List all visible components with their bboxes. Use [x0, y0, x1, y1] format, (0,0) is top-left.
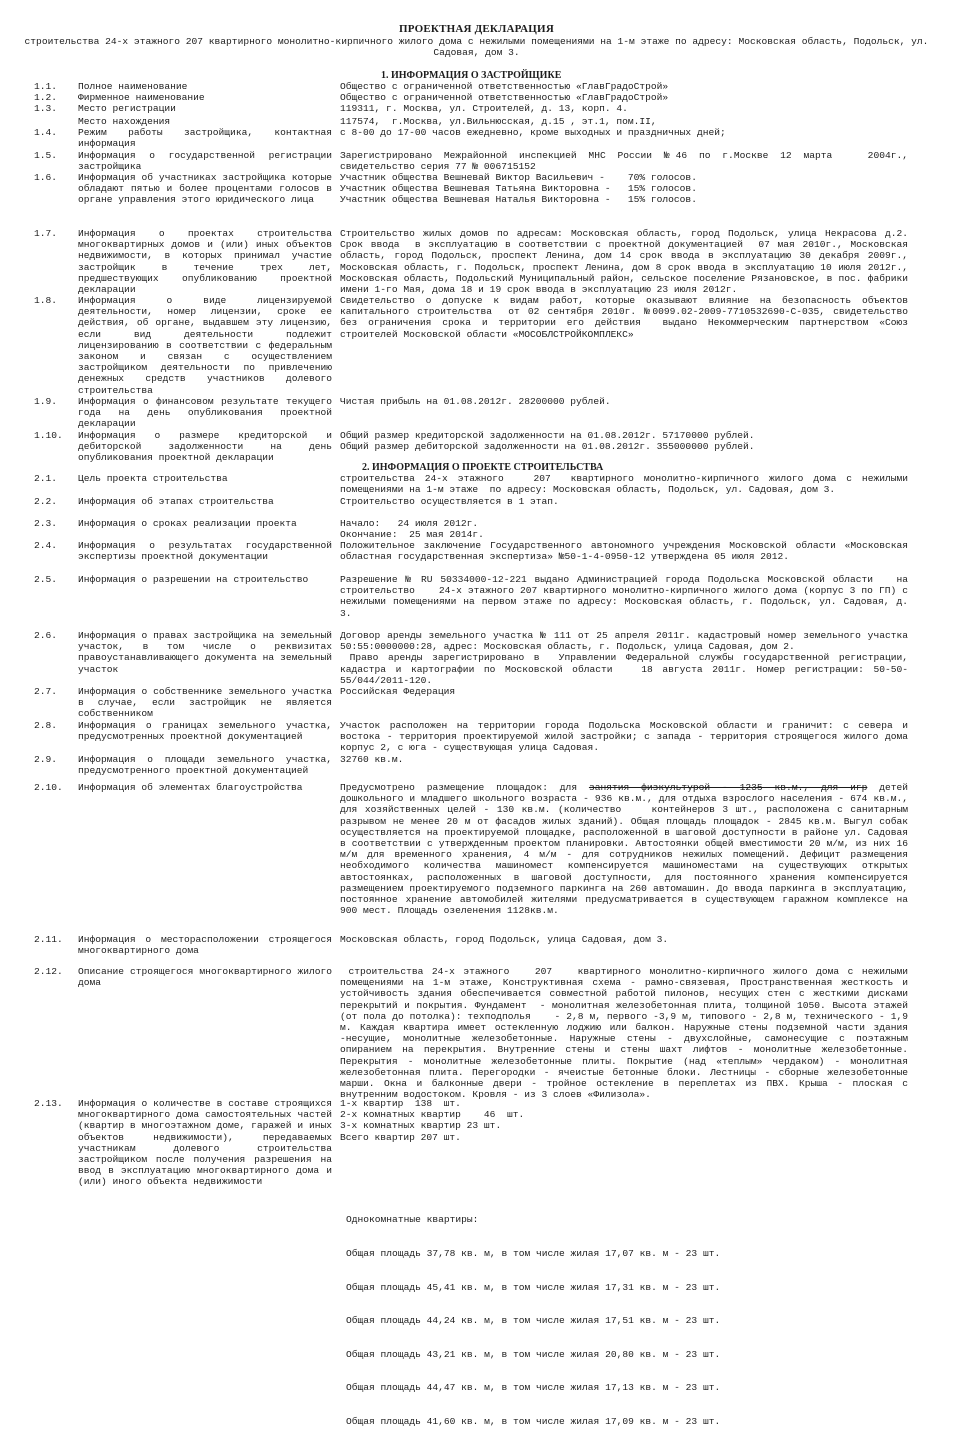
row-label: Информация о месторасположении строящегося многоквартирного дома	[78, 934, 332, 957]
row-label: Информация о сроках реализации проекта	[78, 518, 297, 529]
row-number: 2.6.	[34, 630, 58, 641]
row-label: Фирменное наименование	[78, 92, 205, 103]
apartment-line: Общая площадь 44,47 кв. м, в том числе жилая 17,13 кв. м - 23 шт.	[346, 1382, 721, 1394]
row-value: 119311, г. Москва, ул. Строителей, д. 13, корп. 4.	[340, 103, 628, 114]
row-label: Режим работы застройщика, контактная информация	[78, 127, 332, 150]
row-label: Информация о проектах строительства многоквартирных домов и (или) иных объектов недвижимости, в которых принимал участие застройщик в течение трех лет, предшествующих опубликованию проектной декларации	[78, 228, 332, 296]
row-number: 2.8.	[34, 720, 58, 731]
row-value: Московская область, город Подольск, улица Садовая, дом 3.	[340, 934, 669, 945]
row-label: Информация о границах земельного участка, предусмотренных проектной документацией	[78, 720, 332, 743]
row-number: 1.3.	[34, 103, 58, 114]
row-value: Зарегистрировано Межрайонной инспекцией МНС России №46 по г.Москве 12 марта 2004г., свидетельство серия 77 № 006715152	[340, 150, 914, 173]
row-value: Общество с ограниченной ответственностью «ГлавГрадоСтрой»	[340, 81, 669, 92]
apartments-heading: Однокомнатные квартиры:	[346, 1214, 479, 1226]
row-value	[340, 782, 914, 917]
row-number: 2.3.	[34, 518, 58, 529]
row-label: Информация об участниках застройщика которые обладают пятью и более процентами голосов в органе управления этого юридического лица	[78, 172, 332, 206]
row-value: 32760 кв.м.	[340, 754, 404, 765]
struck-text: занятия физкультурой - 1235 кв.м., для игр	[588, 782, 868, 793]
row-value: Чистая прибыль на 01.08.2012г. 28200000 рублей.	[340, 396, 611, 407]
row-value: Строительство жилых домов по адресам: Московская область, город Подольск, улица Некрасова д.2. Срок ввода в эксплуатацию в соответствии с проектной документацией 07 мая 2010г., Московская область, город Подольск, проспект Ленина, дом 14 срок ввода в эксплуатацию 30 декабря 2009г., Московская область, г. Подольск, проспект Ленина, дом 8 срок ввода в эксплуатацию 10 июля 2012г., Московская область, Подольский Муниципальный район, сельское поселение Рязановское, в пос. фабрики имени 1-го Мая, дома 18 и 19 срок ввода в эксплуатацию 23 июля 2012г.	[340, 228, 914, 296]
row-label: Информация о виде лицензируемой деятельности, номер лицензии, сроке ее действия, об органе, выдавшем эту лицензию, если вид деятельности подлежит лицензированию в соответствии с федеральным законом и связан с осуществлением застройщиком деятельности по привлечению денежных средств участников долевого строительства	[78, 295, 332, 396]
row-number: 2.9.	[34, 754, 58, 765]
row-number: 2.5.	[34, 574, 58, 585]
row-number: 2.1.	[34, 473, 58, 484]
row-number: 2.11.	[34, 934, 63, 945]
row-number: 2.2.	[34, 496, 58, 507]
row-number: 2.7.	[34, 686, 58, 697]
row-label: Место нахождения	[78, 116, 171, 127]
document-title: ПРОЕКТНАЯ ДЕКЛАРАЦИЯ	[399, 23, 554, 35]
row-value: 1-х квартир 138 шт. 2-х комнатных квартир 46 шт. 3-х комнатных квартир 23 шт. Всего квартир 207 шт.	[340, 1098, 525, 1143]
row-value: 117574, г.Москва, ул.Вильнюсская, д.15 , эт.1, пом.II,	[340, 116, 657, 127]
row-label: Описание строящегося многоквартирного жилого дома	[78, 966, 332, 989]
row-label: Информация о размере кредиторской и дебиторской задолженности на день опубликования проектной декларации	[78, 430, 332, 464]
section-2-title: 2. ИНФОРМАЦИЯ О ПРОЕКТЕ СТРОИТЕЛЬСТВА	[362, 462, 604, 473]
value-rest: детей дошкольного и младшего школьного возраста - 936 кв.м., для отдыха взрослого населения - 674 кв.м., для хозяйственных целей - 130 кв.м. (количество контейнеров 3 шт., расположена с санитарным разрывом не менее 20 м от фасадов жилых зданий). Общая площадь площадок - 2845 кв.м. Выгул собак осуществляется на проектируемой площадке, расположенной в шаговой доступности в районе ул. Садовая в соответствии с утвержденным проектом планировки. Автостоянки общей вместимости 20 м/м, из них 16 м/м для временного хранения, 4 м/м - для сотрудников нежилых помещений. Дефицит размещения необходимого количества машиномест компенсируется машиноместами на существующих открытых автостоянках, расположенных в шаговой доступности, для постоянного хранения компенсируется размещением проектируемого подземного паркинга на 260 автомашин. До ввода паркинга в эксплуатацию, постоянное хранение автомобилей жителями предусматривается в существующем гаражном комплексе на 900 мест. Площадь озеленения 1128кв.м.	[340, 782, 914, 917]
row-label: Информация о количестве в составе строящихся многоквартирного дома самостоятельных частей (квартир в многоэтажном доме, гаражей и иных объектов недвижимости), передаваемых участникам долевого строительства застройщиком после получения разрешения на ввод в эксплуатацию многоквартирного дома и (или) иного объекта недвижимости	[78, 1098, 332, 1188]
row-label: Полное наименование	[78, 81, 188, 92]
document-subtitle: строительства 24-х этажного 207 квартирного монолитно-кирпичного жилого дома с нежилыми помещениями на 1-м этаже по адресу: Московская область, Подольск, ул. Садовая, дом 3.	[24, 36, 929, 59]
row-number: 1.4.	[34, 127, 58, 138]
apartments-list	[346, 1192, 906, 1438]
row-value: Положительное заключение Государственного автономного учреждения Московской области «Московская областная государственная экспертиза» №50-1-4-0950-12 утверждена 05 июля 2012.	[340, 540, 914, 563]
row-number: 1.8.	[34, 295, 58, 306]
value-prefix: Предусмотрено размещение площадок: для	[340, 782, 589, 793]
row-number: 1.6.	[34, 172, 58, 183]
row-label: Информация об элементах благоустройства	[78, 782, 303, 793]
row-value: Договор аренды земельного участка № 111 от 25 апреля 2011г. кадастровый номер земельного участка 50:55:0000000:28, адрес: Московская область, г. Подольск, улица Садовая, дом 2. Право аренды зарегистрировано в Управлении Федеральной службы государственной регистрации, кадастра и картографии по Московской области 18 августа 2011г. Номер регистрации: 50-50-55/044/2011-120.	[340, 630, 908, 686]
row-value: Участок расположен на территории города Подольска Московской области и граничит: с севера и востока - территория проектируемой жилой застройки; с запада - территория строящегося жилого дома корпус 2, с юга - существующая улица Садовая.	[340, 720, 914, 754]
apartment-line: Общая площадь 45,41 кв. м, в том числе жилая 17,31 кв. м - 23 шт.	[346, 1281, 721, 1293]
row-label: Информация о правах застройщика на земельный участок, в том числе о реквизитах правоустанавливающего документа на земельный участок	[78, 630, 332, 675]
row-number: 2.4.	[34, 540, 58, 551]
row-value: Строительство осуществляется в 1 этап.	[340, 496, 559, 507]
row-label: Информация о результатах государственной экспертизы проектной документации	[78, 540, 332, 563]
apartment-line: Общая площадь 44,24 кв. м, в том числе жилая 17,51 кв. м - 23 шт.	[346, 1315, 721, 1327]
row-number: 1.5.	[34, 150, 58, 161]
row-value: Разрешение № RU 50334000-12-221 выдано Администрацией города Подольска Московской области на строительство 24-х этажного 207 квартирного монолитно-кирпичного жилого дома (корпус 3 по ГП) с нежилыми помещениями на первом этаже по адресу: Московская область, г. Подольск, ул. Садовая, д. 3.	[340, 574, 914, 619]
row-value: строительства 24-х этажного 207 квартирного монолитно-кирпичного жилого дома с нежилыми помещениями на 1-м этаже по адресу: Московская область, Подольск, ул. Садовая, дом 3.	[340, 473, 914, 496]
row-number: 1.9.	[34, 396, 58, 407]
row-value: Участник общества Вешневай Виктор Васильевич - 70% голосов. Участник общества Вешневая Татьяна Викторовна - 15% голосов. Участник общества Вешневая Наталья Викторовна - 15% голосов.	[340, 172, 697, 206]
apartment-line: Общая площадь 41,60 кв. м, в том числе жилая 17,09 кв. м - 23 шт.	[346, 1416, 721, 1428]
row-label: Информация о разрешении на строительство	[78, 574, 309, 585]
row-number: 2.13.	[34, 1098, 63, 1109]
row-value: с 8-00 до 17-00 часов ежедневно, кроме выходных и праздничных дней;	[340, 127, 726, 138]
row-label: Информация о финансовом результате текущего года на день опубликования проектной декларации	[78, 396, 332, 430]
row-label: Информация о государственной регистрации застройщика	[78, 150, 332, 173]
row-number: 1.1.	[34, 81, 58, 92]
row-label: Информация о собственнике земельного участка в случае, если застройщик не является собственником	[78, 686, 332, 720]
row-number: 2.12.	[34, 966, 63, 977]
row-value: Начало: 24 июля 2012г. Окончание: 25 мая 2014г.	[340, 518, 484, 541]
row-value: Свидетельство о допуске к видам работ, которые оказывают влияние на безопасность объектов капитального строительства от 02 сентября 2010г. №0099.02-2009-7710532690-С-035, свидетельство без ограничения срока и территории его действия выдано Некоммерческим партнерством «Союз строителей Московской области «МОСОБЛСТРОЙКОМПЛЕКС»	[340, 295, 914, 340]
row-value: Российская Федерация	[340, 686, 456, 697]
row-value: Общий размер кредиторской задолженности на 01.08.2012г. 57170000 рублей. Общий размер дебиторской задолженности на 01.08.2012г. 355000000 рублей.	[340, 430, 755, 453]
row-number: 2.10.	[34, 782, 63, 793]
row-number: 1.7.	[34, 228, 58, 239]
row-label: Информация о площади земельного участка, предусмотренного проектной документацией	[78, 754, 332, 777]
section-1-title: 1. ИНФОРМАЦИЯ О ЗАСТРОЙЩИКЕ	[381, 70, 562, 81]
row-label: Информация об этапах строительства	[78, 496, 274, 507]
apartment-line: Общая площадь 43,21 кв. м, в том числе жилая 20,80 кв. м - 23 шт.	[346, 1348, 721, 1360]
row-number: 1.2.	[34, 92, 58, 103]
apartment-line: Общая площадь 37,78 кв. м, в том числе жилая 17,07 кв. м - 23 шт.	[346, 1248, 721, 1260]
row-number: 1.10.	[34, 430, 63, 441]
row-label: Место регистрации	[78, 103, 176, 114]
row-label: Цель проекта строительства	[78, 473, 228, 484]
row-value: Общество с ограниченной ответственностью «ГлавГрадоСтрой»	[340, 92, 669, 103]
row-value: строительства 24-х этажного 207 квартирного монолитно-кирпичного жилого дома с нежилыми помещениями на 1-м этаже, Конструктивная схема - рамно-связевая, Пространственная жесткость и устойчивость здания обеспечивается совместной работой пилонов, несущих стен с жесткими дисками перекрытий и покрытия. Фундамент - монолитная железобетонная плита, толщиной 1050. Высота этажей (от пола до потолка): техподполья - 2,8 м, первого -3,9 м, типового - 2,8 м, технического - 1,9 м. Каждая квартира имеет остекленную лоджию или балкон. Наружные стены подземной части здания -несущие, монолитные железобетонные. Наружные стены - двухслойные, самонесущие с поэтажным опиранием на перекрытия. Внутренние стены и стены шахт лифтов - монолитные железобетонные. Перекрытия - монолитные железобетонные плиты. Покрытие (над «теплым» чердаком) - монолитная железобетонная плита. Перегородки - ячеистые бетонные блоки. Лестницы - сборные железобетонные марши. Окна и балконные двери - тройное остекление в переплетах из ПВХ. Крыша - плоская с внутренним водостоком. Кровля - из 3 слоев «Филизола».	[340, 966, 914, 1101]
